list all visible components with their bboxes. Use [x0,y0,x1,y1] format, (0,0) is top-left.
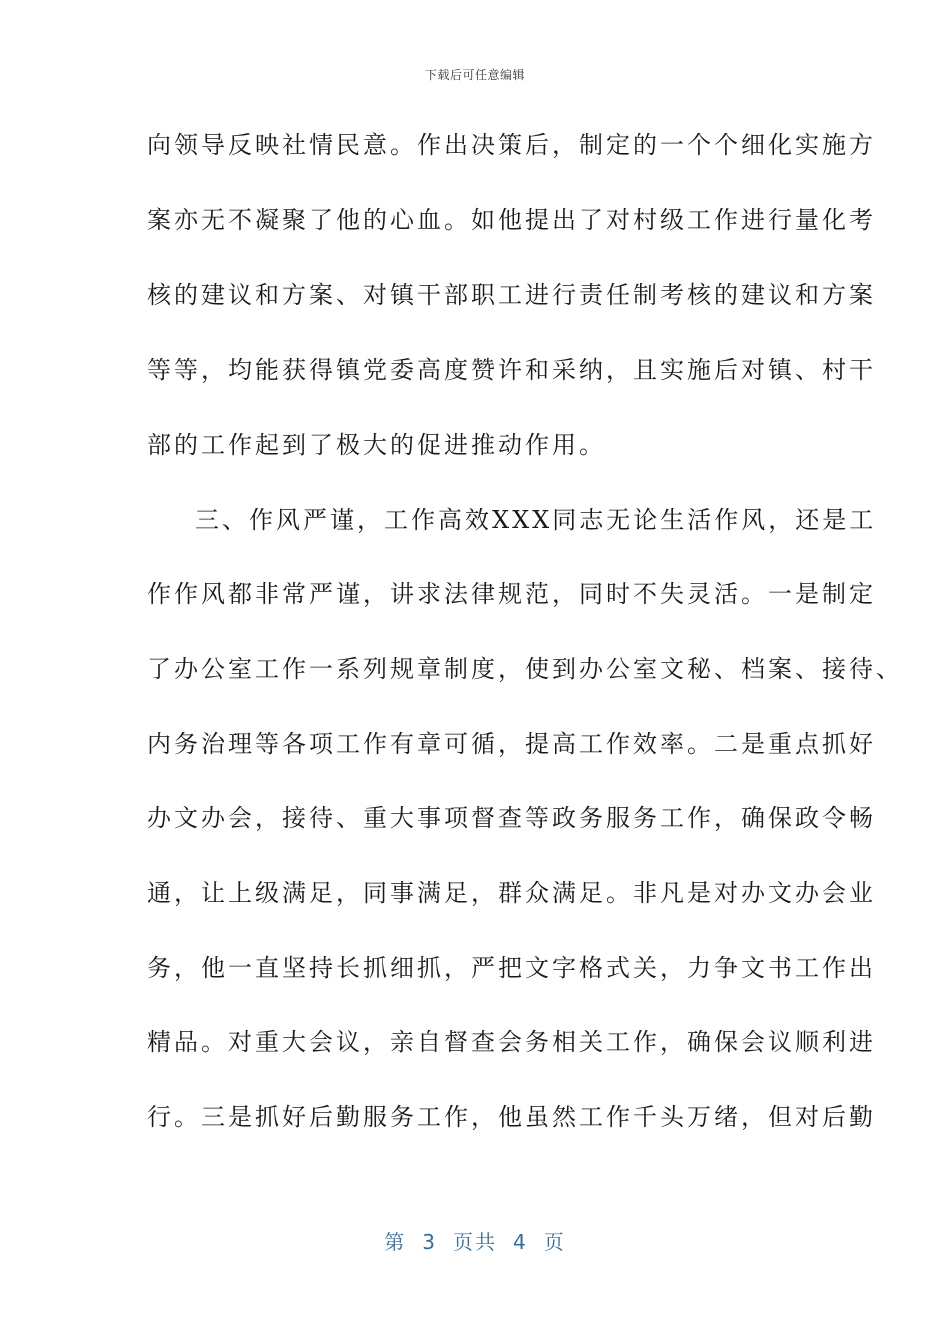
page-label-suffix: 页 [543,1230,566,1254]
current-page-number: 3 [422,1230,437,1254]
body-line: 三、作风严谨，工作高效XXX同志无论生活作风，还是工 [195,506,877,534]
page-label-mid: 页共 [453,1230,497,1254]
body-line: 部的工作起到了极大的促进推动作用。 [147,431,606,459]
page-label-prefix: 第 [384,1230,407,1254]
body-line: 了办公室工作一系列规章制度，使到办公室文秘、档案、接待、 [147,655,903,683]
body-line: 行。三是抓好后勤服务工作，他虽然工作千头万绪，但对后勤 [147,1103,876,1131]
body-line: 等等，均能获得镇党委高度赞许和采纳，且实施后对镇、村干 [147,356,876,384]
total-pages-number: 4 [513,1230,528,1254]
body-line: 核的建议和方案、对镇干部职工进行责任制考核的建议和方案 [147,281,876,309]
body-line: 作作风都非常严谨，讲求法律规范，同时不失灵活。一是制定 [147,580,876,608]
body-line: 向领导反映社情民意。作出决策后，制定的一个个细化实施方 [147,131,876,159]
body-line: 精品。对重大会议，亲自督查会务相关工作，确保会议顺利进 [147,1028,876,1056]
body-line: 通，让上级满足，同事满足，群众满足。非凡是对办文办会业 [147,879,876,907]
body-line: 务，他一直坚持长抓细抓，严把文字格式关，力争文书工作出 [147,954,876,982]
page-header: 下载后可任意编辑 [424,68,525,82]
body-line: 内务治理等各项工作有章可循，提高工作效率。二是重点抓好 [147,730,876,758]
body-line: 案亦无不凝聚了他的心血。如他提出了对村级工作进行量化考 [147,206,876,234]
page-footer [0,1226,950,1255]
body-line: 办文办会，接待、重大事项督查等政务服务工作，确保政令畅 [147,804,876,832]
